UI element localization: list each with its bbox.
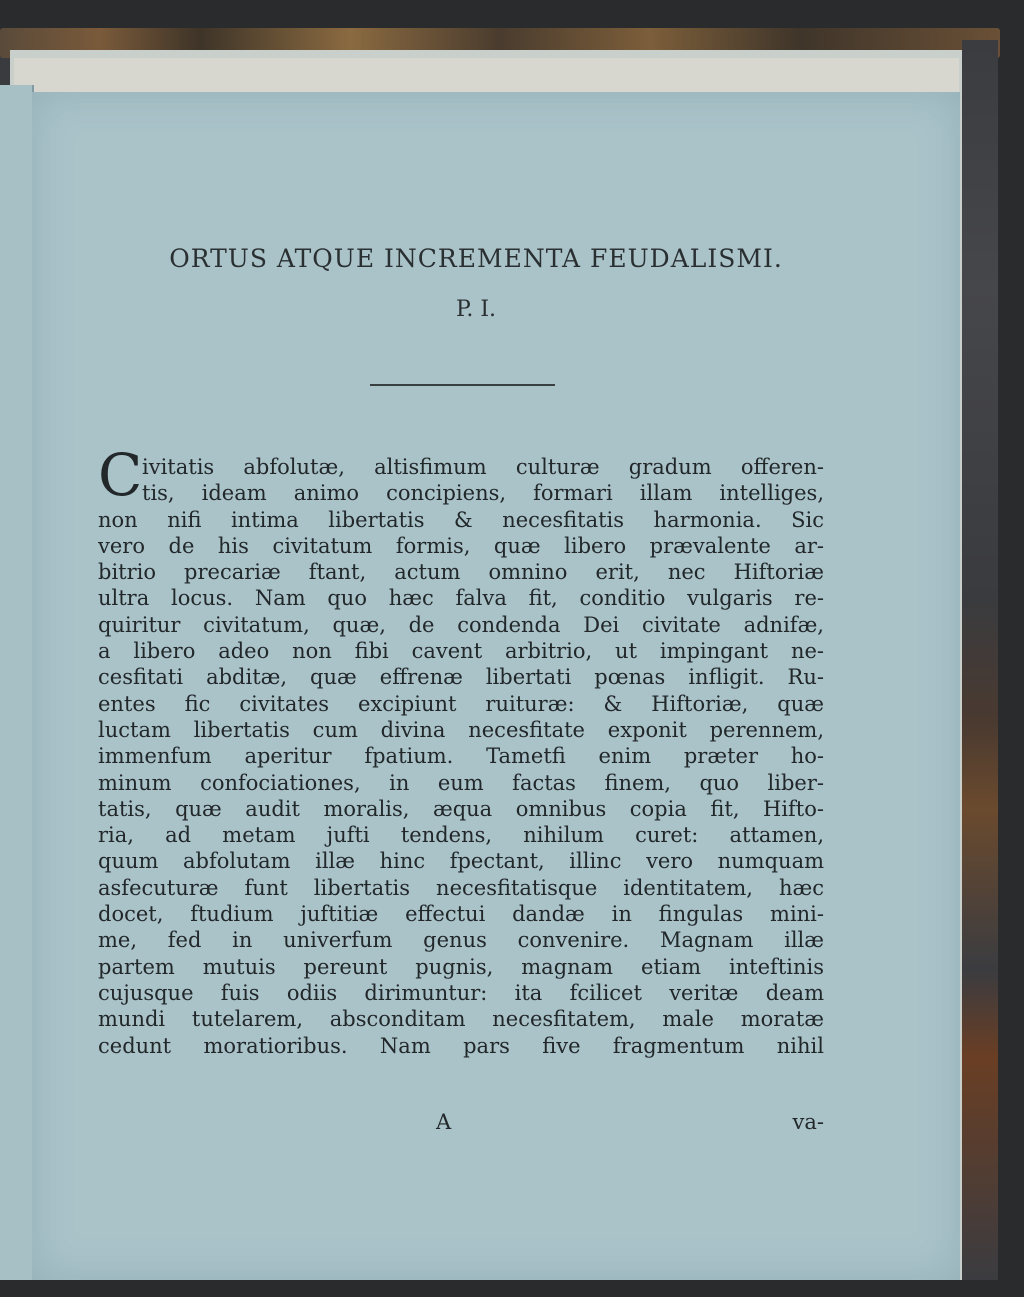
text-line: vero de his civitatum formis, quæ libero prævalente ar- xyxy=(98,533,824,558)
text-line: mundi tutelarem, absconditam necesfitatem, male moratæ xyxy=(98,1007,824,1032)
text-line: luctam libertatis cum divina necesfitate exponit perennem, xyxy=(98,717,824,742)
text-line: asfecuturæ funt libertatis necesfitatisque identitatem, hæc xyxy=(98,875,824,900)
text-line: quiritur civitatum, quæ, de condenda Dei civitate adnifæ, xyxy=(98,612,824,637)
text-line: entes fic civitates excipiunt ruituræ: & Hiftoriæ, quæ xyxy=(98,691,824,716)
text-line: ultra locus. Nam quo hæc falva fit, conditio vulgaris re- xyxy=(98,586,824,611)
book-spine-edge xyxy=(962,40,998,1280)
book-page xyxy=(32,92,960,1280)
catchword: va- xyxy=(792,1110,824,1134)
text-line: minum confociationes, in eum factas finem, quo liber- xyxy=(98,770,824,795)
body-text xyxy=(98,441,824,1059)
text-line: ivitatis abfolutæ, altisfimum culturæ gradum offeren- xyxy=(142,455,824,479)
text-line: ria, ad metam jufti tendens, nihilum curet: attamen, xyxy=(98,823,824,848)
page-footer xyxy=(98,1110,824,1136)
divider-rule xyxy=(370,384,555,386)
signature-mark: A xyxy=(436,1110,452,1134)
text-line: non nifi intima libertatis & necesfitatis harmonia. Sic xyxy=(98,507,824,532)
text-line: cujusque fuis odiis dirimuntur: ita fcilicet veritæ deam xyxy=(98,980,824,1005)
text-line: tis, ideam animo concipiens, formari illam intelliges, xyxy=(142,481,824,506)
text-line: partem mutuis pereunt pugnis, magnam etiam inteftinis xyxy=(98,954,824,979)
text-line: cesfitati abditæ, quæ effrenæ libertati pœnas infligit. Ru- xyxy=(98,665,824,690)
page-title: ORTUS ATQUE INCREMENTA FEUDALISMI. xyxy=(169,244,783,273)
drop-cap: C xyxy=(98,441,143,509)
text-line: docet, ftudium juftitiæ effectui dandæ in fingulas mini- xyxy=(98,902,824,927)
section-heading: P. I. xyxy=(455,297,496,322)
text-line: bitrio precariæ ftant, actum omnino erit, nec Hiftoriæ xyxy=(98,560,824,585)
text-line: immenfum aperitur fpatium. Tametfi enim præter ho- xyxy=(98,744,824,769)
text-line: cedunt moratioribus. Nam pars five fragmentum nihil xyxy=(98,1033,824,1058)
text-line: me, fed in univerfum genus convenire. Magnam illæ xyxy=(98,928,824,953)
text-line: a libero adeo non fibi cavent arbitrio, ut impingant ne- xyxy=(98,639,824,664)
text-line: quum abfolutam illæ hinc fpectant, illinc vero numquam xyxy=(98,849,824,874)
text-line: tatis, quæ audit moralis, æqua omnibus copia fit, Hifto- xyxy=(98,796,824,821)
